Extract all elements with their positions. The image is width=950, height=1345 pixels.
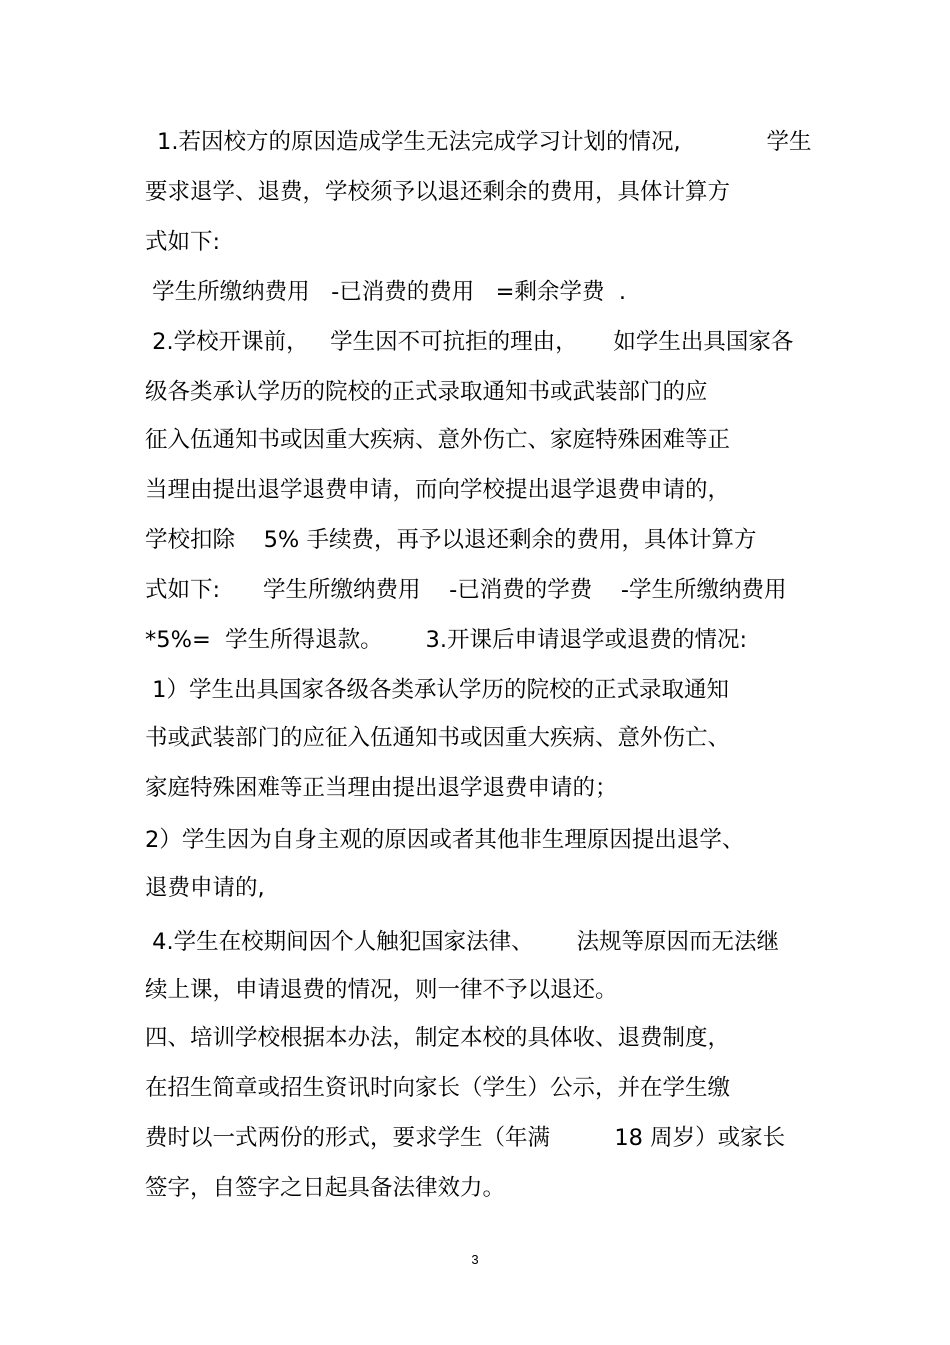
text-line-2: 要求退学、退费，学校须予以退还剩余的费用，具体计算方 xyxy=(145,179,731,205)
text-line-3: 式如下: xyxy=(145,229,221,255)
text-line-11: *5%= 学生所得退款。 3.开课后申请退学或退费的情况: xyxy=(145,627,748,653)
text-line-7: 征入伍通知书或因重大疾病、意外伤亡、家庭特殊困难等正 xyxy=(145,427,731,453)
text-line-19: 四、培训学校根据本办法，制定本校的具体收、退费制度， xyxy=(145,1025,731,1051)
text-line-8: 当理由提出退学退费申请，而向学校提出退学退费申请的， xyxy=(145,477,731,503)
text-line-5: 2.学校开课前， 学生因不可抗拒的理由， 如学生出具国家各 xyxy=(145,329,794,355)
text-line-21: 费时以一式两份的形式，要求学生（年满 18 周岁）或家长 xyxy=(145,1125,786,1151)
text-line-22: 签字，自签字之日起具备法律效力。 xyxy=(145,1175,506,1201)
text-line-13: 书或武装部门的应征入伍通知书或因重大疾病、意外伤亡、 xyxy=(145,725,731,751)
text-line-18: 续上课，申请退费的情况，则一律不予以退还。 xyxy=(145,977,618,1003)
text-line-20: 在招生简章或招生资讯时向家长（学生）公示，并在学生缴 xyxy=(145,1075,731,1101)
text-line-10: 式如下: 学生所缴纳费用 -已消费的学费 -学生所缴纳费用 xyxy=(145,577,787,603)
text-line-14: 家庭特殊困难等正当理由提出退学退费申请的； xyxy=(145,775,618,801)
text-line-17: 4.学生在校期间因个人触犯国家法律、 法规等原因而无法继 xyxy=(145,929,780,955)
text-line-4: 学生所缴纳费用 -已消费的费用 =剩余学费 . xyxy=(145,279,626,305)
page-number: 3 xyxy=(471,1252,479,1267)
text-line-9: 学校扣除 5% 手续费，再予以退还剩余的费用，具体计算方 xyxy=(145,527,757,553)
text-line-6: 级各类承认学历的院校的正式录取通知书或武装部门的应 xyxy=(145,379,708,405)
text-line-16: 退费申请的, xyxy=(145,875,265,901)
text-line-15: 2）学生因为自身主观的原因或者其他非生理原因提出退学、 xyxy=(145,827,745,853)
text-line-12: 1）学生出具国家各级各类承认学历的院校的正式录取通知 xyxy=(145,677,729,703)
text-line-1: 1.若因校方的原因造成学生无法完成学习计划的情况, 学生 xyxy=(157,129,812,155)
